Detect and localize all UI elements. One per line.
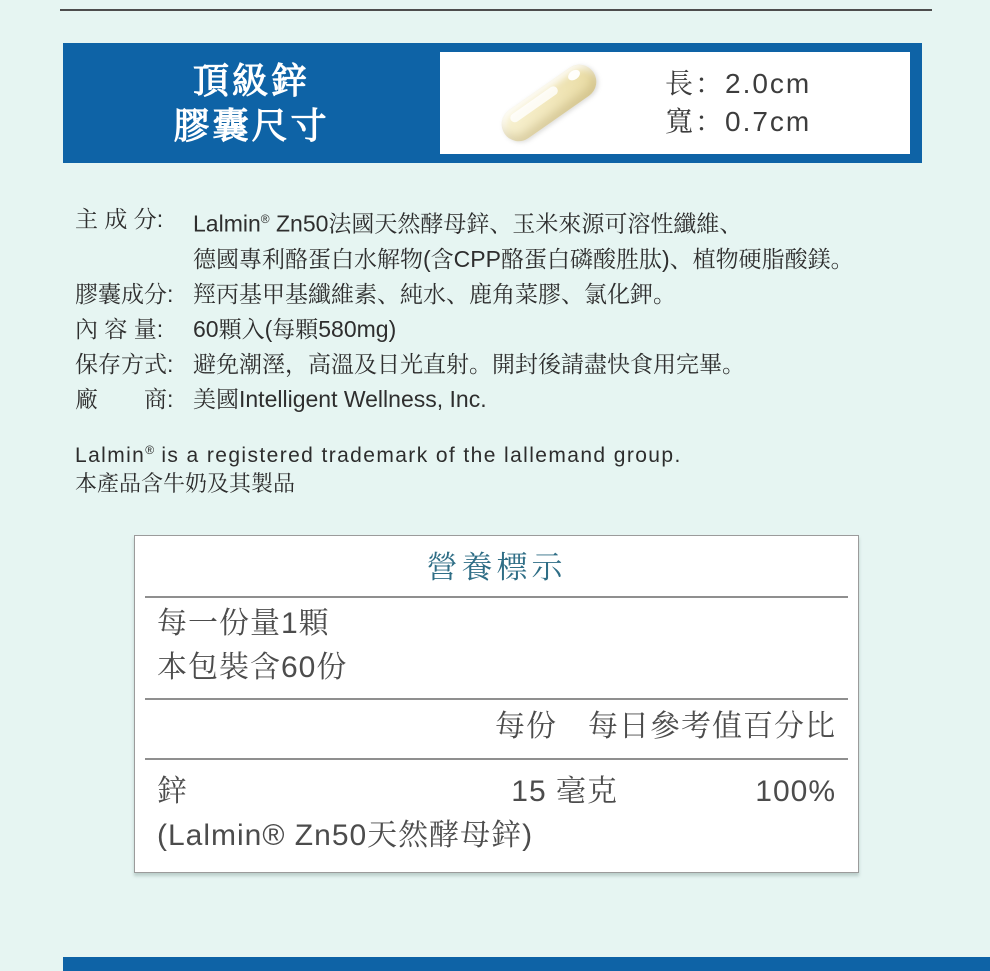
row-label: 主 成 分:: [75, 206, 164, 232]
content-amount-row: [75, 312, 935, 347]
banner-title-line2: 膠囊尺寸: [173, 105, 330, 146]
main-ingredients-line2: 德國專利酪蛋白水解物(含CPP酪蛋白磷酸胜肽)、植物硬脂酸鎂。: [193, 245, 854, 272]
brand-name: Lalmin: [193, 210, 261, 237]
row-value: [193, 202, 935, 277]
capsule-length-label: 長：2.0cm: [665, 68, 812, 99]
nutrition-title: 營養標示: [426, 550, 567, 585]
main-ingredients-text: Zn50法國天然酵母鋅、玉米來源可溶性纖維、: [269, 210, 743, 237]
storage-row: [75, 347, 935, 382]
main-ingredients-row: [75, 202, 935, 277]
registered-mark: ®: [145, 443, 155, 457]
row-label: 膠囊成分:: [75, 280, 174, 307]
nutrition-column-header: 每份 每日參考值百分比: [495, 710, 836, 743]
capsule-dimensions: [665, 65, 811, 141]
trademark-brand: Lalmin: [75, 444, 146, 467]
row-value: 60顆入(每顆580mg): [193, 315, 397, 342]
row-value: 羥丙基甲基纖維素、純水、鹿角菜膠、氯化鉀。: [193, 280, 676, 307]
capsule-highlight: [566, 68, 582, 83]
capsule-icon: [495, 58, 603, 148]
servings-per-pack: 本包裝含60份: [157, 651, 348, 684]
nutrient-row: [157, 760, 836, 814]
capsule-width-label: 寬：0.7cm: [665, 106, 812, 137]
capsule-panel: [440, 52, 910, 154]
serving-size: 每一份量1顆: [157, 607, 330, 640]
row-label: 保存方式:: [75, 350, 174, 377]
nutrient-name: 鋅: [157, 775, 188, 808]
row-value: 避免潮溼，高溫及日光直射。開封後請盡快食用完畢。: [193, 350, 745, 377]
serving-info: [157, 598, 836, 698]
trademark-note: [75, 437, 682, 469]
nutrient-daily-value: 100%: [755, 775, 836, 808]
main-ingredients-line1: [193, 202, 935, 242]
product-details: [75, 202, 935, 417]
allergen-note: 本產品含牛奶及其製品: [75, 471, 296, 496]
row-label: 廠 商:: [75, 385, 174, 412]
nutrition-facts-table: [134, 535, 859, 873]
row-value: 美國Intelligent Wellness, Inc.: [193, 385, 487, 412]
nutrient-source-note: (Lalmin® Zn50天然酵母鋅): [157, 819, 534, 852]
registered-mark: ®: [260, 212, 270, 226]
capsule-gloss: [509, 85, 560, 124]
banner-title-line1: 頂級鋅: [192, 60, 310, 101]
top-divider: [60, 9, 932, 11]
banner-title: [63, 43, 440, 163]
manufacturer-row: [75, 382, 935, 417]
nutrient-amount: 15 毫克: [511, 775, 618, 808]
trademark-text: is a registered trademark of the lallemand group.: [154, 444, 682, 467]
row-label: 內 容 量:: [75, 315, 164, 342]
bottom-accent-bar: [63, 957, 990, 971]
capsule-ingredients-row: [75, 277, 935, 312]
capsule-size-banner: [63, 43, 922, 163]
